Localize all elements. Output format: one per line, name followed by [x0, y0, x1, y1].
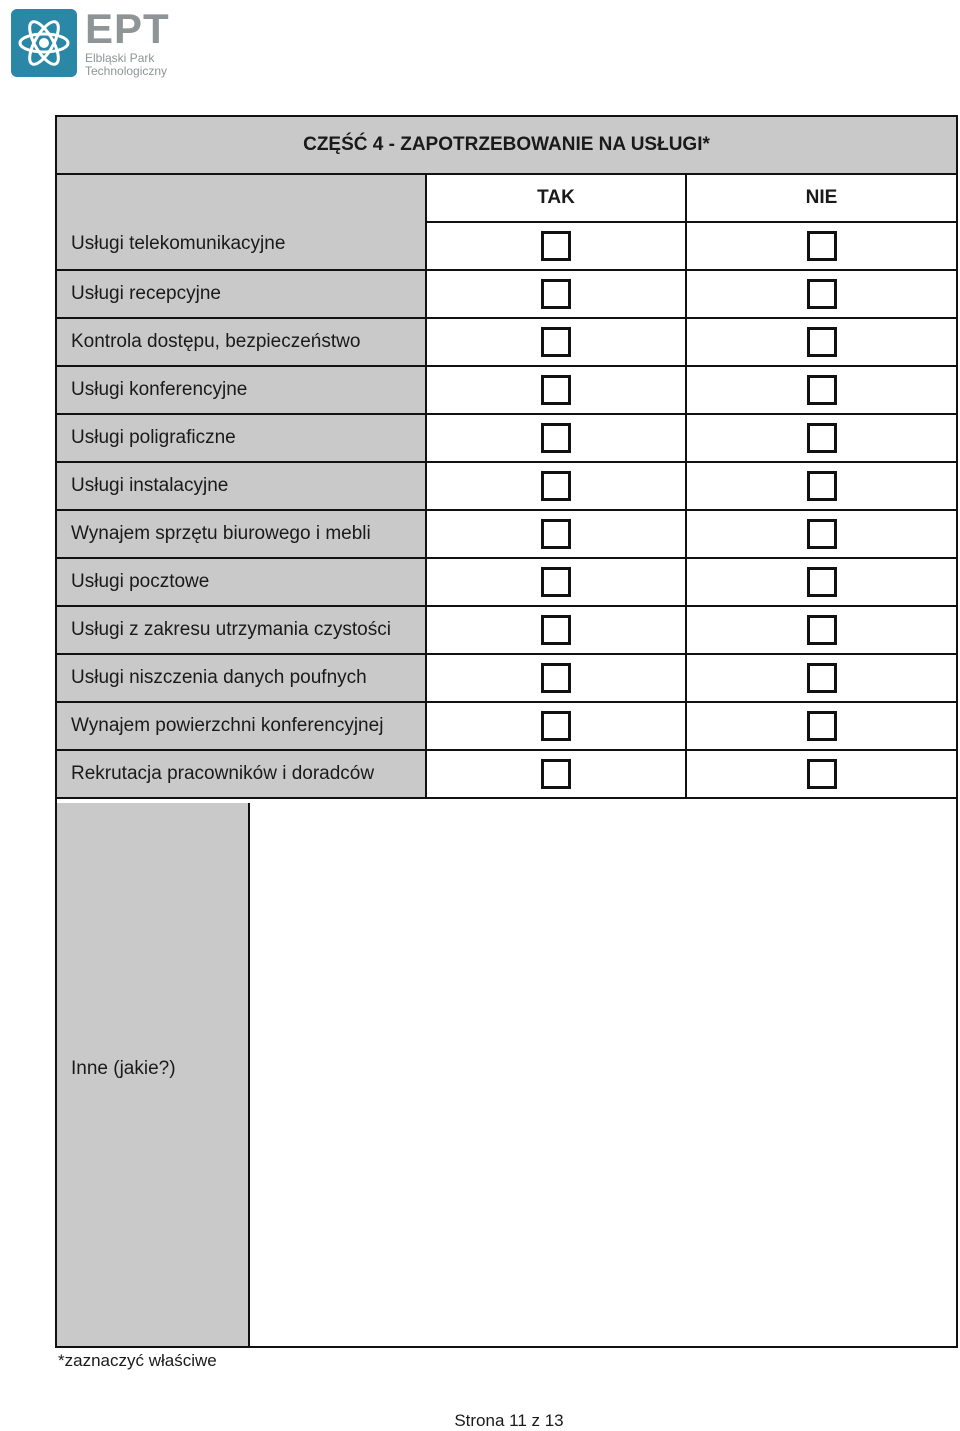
other-services-field[interactable] [250, 803, 956, 1346]
tak-cell [427, 271, 687, 319]
checkbox-nie[interactable] [807, 615, 837, 645]
other-services-label: Inne (jakie?) [57, 803, 250, 1346]
service-label: Usługi pocztowe [57, 559, 427, 607]
logo-name [85, 52, 195, 78]
checkbox-nie[interactable] [807, 711, 837, 741]
checkbox-nie[interactable] [807, 375, 837, 405]
tak-cell [427, 415, 687, 463]
service-label: Usługi instalacyjne [57, 463, 427, 511]
nie-cell [687, 655, 956, 703]
checkbox-nie[interactable] [807, 423, 837, 453]
nie-cell [687, 223, 956, 271]
checkbox-tak[interactable] [541, 471, 571, 501]
ept-logo [11, 5, 181, 81]
service-label: Usługi z zakresu utrzymania czystości [57, 607, 427, 655]
checkbox-nie[interactable] [807, 471, 837, 501]
checkbox-nie[interactable] [807, 663, 837, 693]
checkbox-nie[interactable] [807, 519, 837, 549]
nie-cell [687, 511, 956, 559]
service-label: Wynajem sprzętu biurowego i mebli [57, 511, 427, 559]
tak-cell [427, 319, 687, 367]
tak-cell [427, 703, 687, 751]
nie-cell [687, 751, 956, 799]
checkbox-tak[interactable] [541, 231, 571, 261]
checkbox-nie[interactable] [807, 327, 837, 357]
checkbox-tak[interactable] [541, 759, 571, 789]
service-label: Kontrola dostępu, bezpieczeństwo [57, 319, 427, 367]
service-label: Usługi konferencyjne [57, 367, 427, 415]
nie-cell [687, 319, 956, 367]
tak-cell [427, 223, 687, 271]
nie-cell [687, 415, 956, 463]
checkbox-tak[interactable] [541, 567, 571, 597]
services-form-table [55, 115, 958, 1348]
nie-cell [687, 463, 956, 511]
checkbox-tak[interactable] [541, 423, 571, 453]
tak-cell [427, 559, 687, 607]
service-label: Usługi poligraficzne [57, 415, 427, 463]
atom-icon [11, 9, 77, 77]
checkbox-tak[interactable] [541, 327, 571, 357]
nie-cell [687, 607, 956, 655]
logo-name-line2: Technologiczny [85, 64, 168, 78]
service-label: Rekrutacja pracowników i doradców [57, 751, 427, 799]
checkbox-tak[interactable] [541, 519, 571, 549]
nie-cell [687, 367, 956, 415]
tak-cell [427, 751, 687, 799]
checkbox-nie[interactable] [807, 279, 837, 309]
checkbox-nie[interactable] [807, 759, 837, 789]
nie-cell [687, 271, 956, 319]
column-header-tak: TAK [427, 175, 687, 223]
checkbox-tak[interactable] [541, 615, 571, 645]
service-label: Wynajem powierzchni konferencyjnej [57, 703, 427, 751]
service-label: Usługi recepcyjne [57, 271, 427, 319]
page-number: Strona 11 z 13 [454, 1411, 564, 1430]
logo-abbreviation: EPT [85, 5, 170, 52]
checkbox-tak[interactable] [541, 375, 571, 405]
tak-cell [427, 511, 687, 559]
nie-cell [687, 703, 956, 751]
tak-cell [427, 655, 687, 703]
column-header-nie: NIE [687, 175, 956, 223]
checkbox-nie[interactable] [807, 231, 837, 261]
tak-cell [427, 463, 687, 511]
service-label: Usługi niszczenia danych poufnych [57, 655, 427, 703]
form-title: CZĘŚĆ 4 - ZAPOTRZEBOWANIE NA USŁUGI* [57, 117, 956, 175]
logo-name-line1: Elbląski Park [85, 51, 155, 65]
checkbox-tak[interactable] [541, 711, 571, 741]
footnote: *zaznaczyć właściwe [58, 1351, 217, 1370]
nie-cell [687, 559, 956, 607]
tak-cell [427, 607, 687, 655]
tak-cell [427, 367, 687, 415]
checkbox-tak[interactable] [541, 663, 571, 693]
checkbox-nie[interactable] [807, 567, 837, 597]
checkbox-tak[interactable] [541, 279, 571, 309]
service-label: Usługi telekomunikacyjne [57, 175, 427, 271]
